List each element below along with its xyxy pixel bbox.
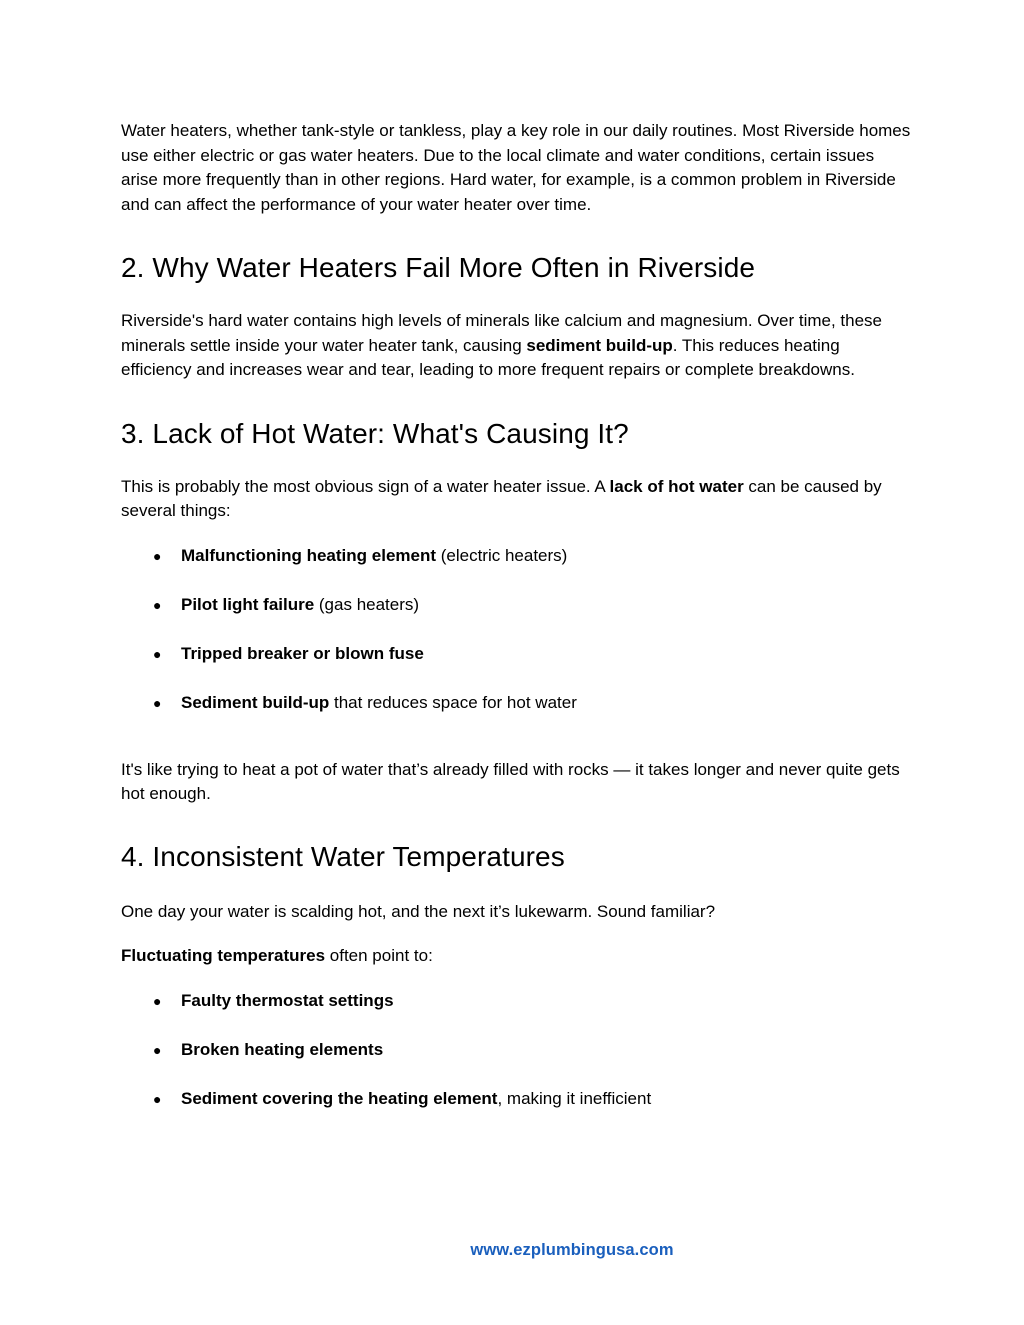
list-item (121, 1038, 911, 1062)
list-item-text: , making it inefficient (497, 1088, 652, 1108)
list-item-bold: Pilot light failure (181, 594, 315, 614)
section-2-text-after: . This reduces heating efficiency and increases wear and tear, leading to more frequent repairs or complete breakdowns. (121, 335, 855, 379)
section-2-heading: 2. Why Water Heaters Fail More Often in Riverside (121, 252, 756, 283)
bullet-icon: ● (153, 547, 162, 564)
section-2-paragraph (121, 309, 911, 383)
bullet-icon: ● (153, 1041, 162, 1058)
section-3-bold-term: lack of hot water (609, 476, 744, 496)
section-4-paragraph: One day your water is scalding hot, and the next it’s lukewarm. Sound familiar? (121, 901, 716, 921)
section-4-lead-paragraph (121, 944, 911, 969)
bullet-icon: ● (153, 645, 162, 662)
section-4-heading: 4. Inconsistent Water Temperatures (121, 840, 565, 872)
list-item (121, 642, 911, 666)
list-item-bold: Broken heating elements (181, 1039, 384, 1059)
list-item-bold: Tripped breaker or blown fuse (181, 643, 424, 663)
section-4-bold-term: Fluctuating temperatures (121, 946, 326, 965)
section-2-bold-term: sediment build-up (526, 335, 673, 355)
section-3-text-after: can be caused by several things: (121, 476, 882, 520)
document-page (121, 119, 911, 1111)
list-item (121, 691, 911, 715)
section-3-heading: 3. Lack of Hot Water: What's Causing It? (121, 417, 629, 449)
list-item-text: that reduces space for hot water (329, 692, 577, 712)
list-item-bold: Faulty thermostat settings (181, 990, 394, 1010)
bullet-icon: ● (153, 992, 162, 1009)
causes-list (121, 544, 911, 715)
temperature-causes-list (121, 989, 911, 1111)
list-item (121, 544, 911, 568)
section-3-closing-paragraph: It's like trying to heat a pot of water that’s already filled with rocks — it takes longer and never quite gets hot enough. (121, 759, 900, 803)
section-4-text-after: often point to: (325, 946, 433, 965)
intro-paragraph: Water heaters, whether tank-style or tankless, play a key role in our daily routines. Most Riverside homes use either electric or gas water heaters. Due to the local climate and water conditions, certain issues arise more frequently than in other regions. Hard water, for example, is a common problem in Riverside and can affect the performance of your water heater over time. (121, 121, 911, 214)
list-item (121, 989, 911, 1013)
bullet-icon: ● (153, 1090, 162, 1107)
bullet-icon: ● (153, 694, 162, 711)
footer-url[interactable]: www.ezplumbingusa.com (470, 1241, 674, 1259)
footer-website-link[interactable] (0, 1241, 1024, 1260)
list-item-bold: Sediment build-up (181, 692, 330, 712)
list-item-bold: Sediment covering the heating element (181, 1088, 498, 1108)
list-item (121, 593, 911, 617)
section-3-text-before: This is probably the most obvious sign of a water heater issue. A (121, 476, 610, 496)
list-item-bold: Malfunctioning heating element (181, 545, 437, 565)
list-item-text: (electric heaters) (436, 545, 568, 565)
section-3-paragraph (121, 475, 911, 524)
bullet-icon: ● (153, 596, 162, 613)
list-item-text: (gas heaters) (314, 594, 420, 614)
section-2-text-before: Riverside's hard water contains high levels of minerals like calcium and magnesium. Over time, these minerals settle inside your water heater tank, causing (121, 311, 883, 355)
list-item (121, 1087, 911, 1111)
